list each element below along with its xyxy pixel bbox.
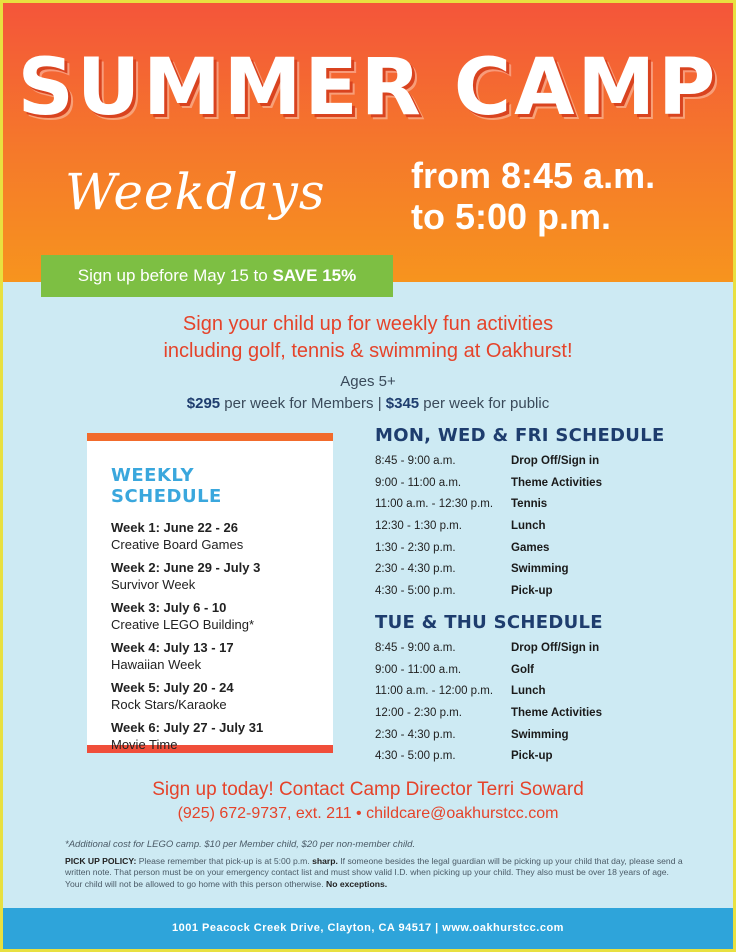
week-label: Week 3: July 6 - 10 xyxy=(111,600,227,615)
lego-footnote: *Additional cost for LEGO camp. $10 per Member child, $20 per non-member child. xyxy=(65,839,416,850)
intro-line-2: including golf, tennis & swimming at Oakhurst! xyxy=(163,340,573,362)
contact-info: (925) 672-9737, ext. 211 • childcare@oakhurstcc.com xyxy=(177,805,559,822)
early-signup-badge xyxy=(41,255,393,297)
prices-text xyxy=(3,395,733,412)
week-item xyxy=(111,599,311,633)
schedule-activity: Pick-up xyxy=(511,750,553,763)
policy-end: No exceptions. xyxy=(325,878,388,889)
mwf-schedule-title: MON, WED & FRI SCHEDULE xyxy=(375,425,665,446)
schedule-time: 4:30 - 5:00 p.m. xyxy=(375,584,456,597)
header-banner xyxy=(3,3,733,282)
week-theme: Creative LEGO Building* xyxy=(111,617,255,632)
schedule-row xyxy=(375,515,695,537)
schedule-time: 2:30 - 4:30 p.m. xyxy=(375,563,456,576)
policy-text-1: Please remember that pick-up is at 5:00 p.m. xyxy=(136,856,313,866)
schedule-row xyxy=(375,724,695,746)
schedule-activity: Tennis xyxy=(511,498,548,511)
page-title: SUMMER CAMP xyxy=(17,43,719,133)
member-price-text: per week for Members | xyxy=(220,395,386,412)
tt-schedule-title: TUE & THU SCHEDULE xyxy=(375,612,603,633)
week-theme: Survivor Week xyxy=(111,577,196,592)
week-label: Week 4: July 13 - 17 xyxy=(111,640,234,655)
schedule-activity: Drop Off/Sign in xyxy=(511,454,600,467)
member-price: $295 xyxy=(186,395,221,412)
hours-line-2: to 5:00 p.m. xyxy=(411,196,612,237)
schedule-time: 8:45 - 9:00 a.m. xyxy=(375,641,456,654)
schedule-row xyxy=(375,702,695,724)
schedule-row xyxy=(375,558,695,580)
hours-text xyxy=(411,155,655,237)
schedule-activity: Pick-up xyxy=(511,584,553,597)
ages-text: Ages 5+ xyxy=(340,373,396,390)
schedule-activity: Theme Activities xyxy=(511,476,602,489)
schedule-row xyxy=(375,472,695,494)
weekdays-script: Weekdays xyxy=(65,163,326,221)
schedule-time: 4:30 - 5:00 p.m. xyxy=(375,750,456,763)
footer-address: 1001 Peacock Creek Drive, Clayton, CA 94517 | www.oakhurstcc.com xyxy=(3,908,733,949)
schedule-row xyxy=(375,659,695,681)
schedule-activity: Swimming xyxy=(511,728,569,741)
schedule-row xyxy=(375,537,695,559)
policy-label: PICK UP POLICY: xyxy=(65,856,137,866)
weekly-schedule-card xyxy=(87,433,333,753)
week-label: Week 1: June 22 - 26 xyxy=(111,520,238,535)
schedule-activity: Lunch xyxy=(511,685,546,698)
week-item xyxy=(111,639,311,673)
week-theme: Rock Stars/Karaoke xyxy=(111,697,227,712)
public-price: $345 xyxy=(385,395,420,412)
schedule-activity: Games xyxy=(511,541,550,554)
schedule-activity: Drop Off/Sign in xyxy=(511,641,600,654)
schedule-row xyxy=(375,493,695,515)
intro-line-1: Sign your child up for weekly fun activities xyxy=(182,313,554,335)
week-item xyxy=(111,559,311,593)
call-to-action: Sign up today! Contact Camp Director Terri Soward xyxy=(152,779,584,800)
schedule-time: 12:00 - 2:30 p.m. xyxy=(375,706,462,719)
schedule-time: 11:00 a.m. - 12:00 p.m. xyxy=(375,685,494,698)
schedule-row xyxy=(375,580,695,602)
mwf-schedule xyxy=(375,425,695,602)
week-item xyxy=(111,719,311,753)
intro-text xyxy=(3,311,733,365)
week-item xyxy=(111,679,311,713)
week-item xyxy=(111,519,311,553)
schedule-time: 8:45 - 9:00 a.m. xyxy=(375,454,456,467)
schedule-time: 12:30 - 1:30 p.m. xyxy=(375,519,462,532)
badge-emphasis: SAVE 15% xyxy=(272,266,357,285)
pickup-policy xyxy=(65,856,685,890)
hours-line-1: from 8:45 a.m. xyxy=(411,155,656,196)
week-label: Week 5: July 20 - 24 xyxy=(111,680,234,695)
schedule-activity: Lunch xyxy=(511,519,546,532)
schedule-time: 11:00 a.m. - 12:30 p.m. xyxy=(375,498,494,511)
schedule-activity: Theme Activities xyxy=(511,706,602,719)
schedule-row xyxy=(375,745,695,767)
policy-sharp: sharp. xyxy=(312,856,338,866)
tt-schedule xyxy=(375,612,695,767)
schedule-time: 9:00 - 11:00 a.m. xyxy=(375,663,462,676)
schedule-time: 2:30 - 4:30 p.m. xyxy=(375,728,456,741)
week-label: Week 6: July 27 - July 31 xyxy=(111,720,264,735)
public-price-text: per week for public xyxy=(419,395,550,412)
weekly-schedule-title: WEEKLY SCHEDULE xyxy=(111,465,222,507)
schedule-time: 9:00 - 11:00 a.m. xyxy=(375,476,462,489)
policy-text-2: If someone besides the legal guardian will be picking up your child that day, please send a written note. That person must be on your emergency contact list and must show valid I.D. when picking up your child. They also must be over 18 years of age. Your child will not be allowed to go home with this person otherwise. xyxy=(65,856,683,889)
week-theme: Creative Board Games xyxy=(111,537,244,552)
badge-text: Sign up before May 15 to xyxy=(77,266,273,285)
schedule-activity: Swimming xyxy=(511,563,569,576)
schedule-row xyxy=(375,680,695,702)
week-label: Week 2: June 29 - July 3 xyxy=(111,560,261,575)
week-theme: Hawaiian Week xyxy=(111,657,202,672)
week-theme: Movie Time xyxy=(111,737,178,752)
schedule-activity: Golf xyxy=(511,663,534,676)
schedule-row xyxy=(375,450,695,472)
schedule-time: 1:30 - 2:30 p.m. xyxy=(375,541,456,554)
schedule-row xyxy=(375,637,695,659)
